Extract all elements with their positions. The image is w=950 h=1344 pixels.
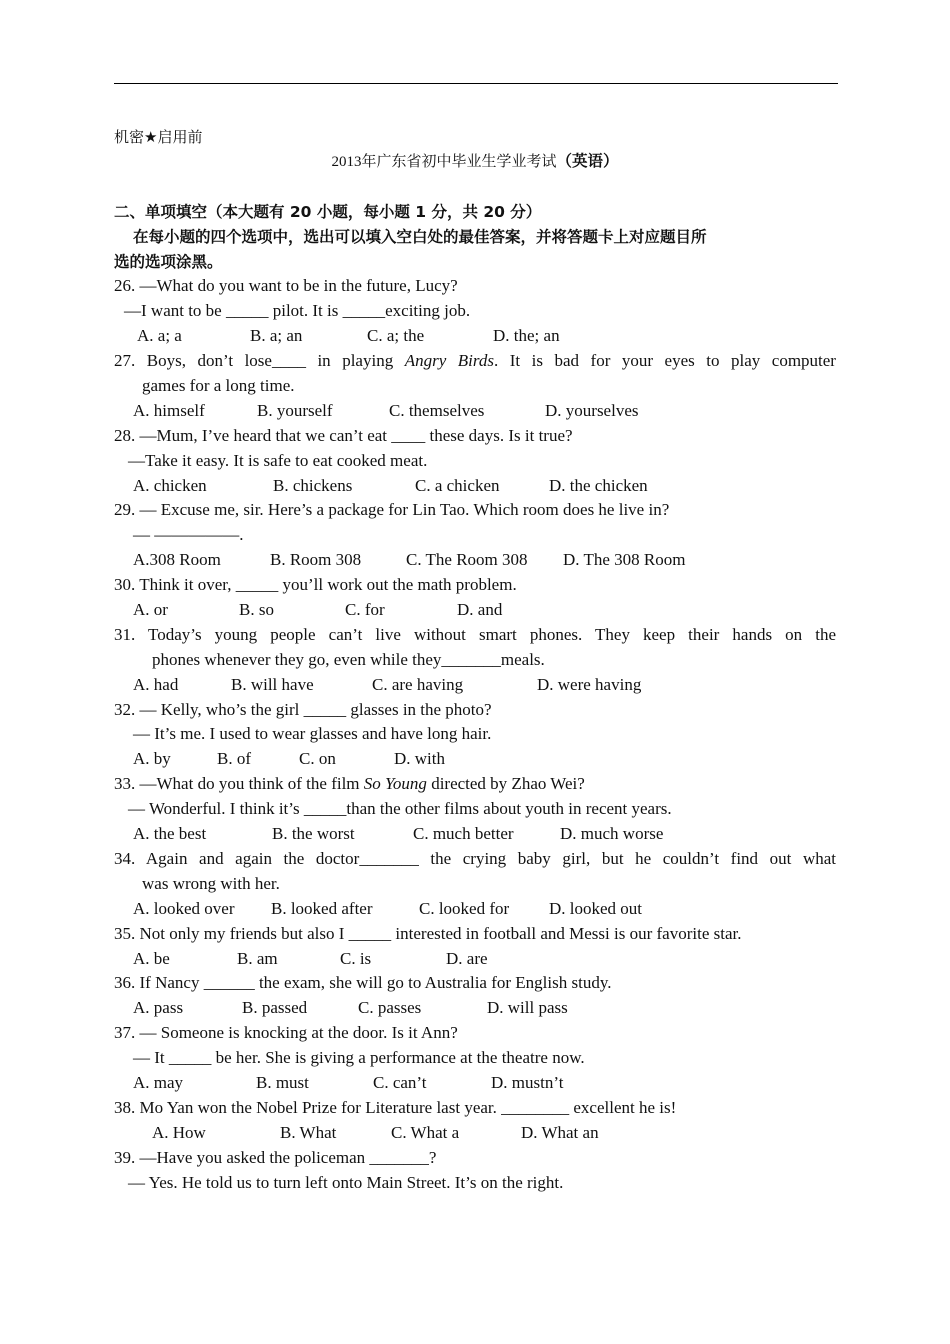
secret-label: 机密★启用前 <box>114 128 203 146</box>
q37-option-c: C. can’t <box>373 1073 427 1092</box>
q39-response: — Yes. He told us to turn left onto Main Street. It’s on the right. <box>128 1173 564 1192</box>
q30-stem: 30. Think it over, _____ you’ll work out the math problem. <box>114 575 517 594</box>
q26-response: —I want to be _____ pilot. It is _____exciting job. <box>124 301 471 320</box>
q39-stem: 39. —Have you asked the policeman _______? <box>114 1148 437 1167</box>
q33-stem-post: directed by Zhao Wei? <box>426 774 585 793</box>
q28-stem: 28. —Mum, I’ve heard that we can’t eat ____ these days. Is it true? <box>114 426 573 445</box>
q38-option-d: D. What an <box>521 1123 599 1142</box>
q31-stem: 31. Today’s young people can’t live without smart phones. They keep their hands on the <box>114 625 836 644</box>
q26-option-b: B. a; an <box>250 326 303 345</box>
title-main: 2013年广东省初中毕业生学业考试 <box>331 154 557 170</box>
q35-option-c: C. is <box>340 949 372 968</box>
q32-option-d: D. with <box>394 749 445 768</box>
q36-option-a: A. pass <box>133 998 184 1017</box>
q35-option-b: B. am <box>237 949 278 968</box>
q29-option-d: D. The 308 Room <box>563 550 686 569</box>
q27-option-d: D. yourselves <box>545 401 639 420</box>
q34-stem: 34. Again and again the doctor_______ the crying baby girl, but he couldn’t find out what <box>114 849 836 868</box>
page-title <box>0 149 950 174</box>
q31-option-a: A. had <box>133 675 179 694</box>
q34-option-c: C. looked for <box>419 899 510 918</box>
q26-option-a: A. a; a <box>137 326 182 345</box>
q31-option-b: B. will have <box>231 675 314 694</box>
q34-option-d: D. looked out <box>549 899 643 918</box>
q32-option-b: B. of <box>217 749 251 768</box>
q27-stem <box>114 349 836 373</box>
q35-option-a: A. be <box>133 949 170 968</box>
q28-option-b: B. chickens <box>273 476 353 495</box>
section-instruction-2: 选的选项涂黑。 <box>114 253 223 271</box>
q30-option-c: C. for <box>345 600 385 619</box>
q27-stem-cont: games for a long time. <box>142 376 295 395</box>
q28-response: —Take it easy. It is safe to eat cooked meat. <box>128 451 428 470</box>
top-rule <box>114 83 838 84</box>
q27-stem-title: Angry Birds <box>404 351 494 370</box>
q28-option-c: C. a chicken <box>415 476 500 495</box>
q32-stem: 32. — Kelly, who’s the girl _____ glasses in the photo? <box>114 700 492 719</box>
q29-option-b: B. Room 308 <box>270 550 362 569</box>
q38-stem: 38. Mo Yan won the Nobel Prize for Literature last year. ________ excellent he is! <box>114 1098 677 1117</box>
q36-option-d: D. will pass <box>487 998 568 1017</box>
q37-option-b: B. must <box>256 1073 309 1092</box>
q35-stem: 35. Not only my friends but also I _____ interested in football and Messi is our favorite star. <box>114 924 742 943</box>
q35-option-d: D. are <box>446 949 488 968</box>
q36-option-b: B. passed <box>242 998 308 1017</box>
section-instruction-1: 在每小题的四个选项中，选出可以填入空白处的最佳答案，并将答题卡上对应题目所 <box>133 228 707 246</box>
q38-option-c: C. What a <box>391 1123 460 1142</box>
q28-option-d: D. the chicken <box>549 476 648 495</box>
q26-option-c: C. a; the <box>367 326 425 345</box>
q37-option-d: D. mustn’t <box>491 1073 564 1092</box>
q33-stem-title: So Young <box>363 774 427 793</box>
q37-response: — It _____ be her. She is giving a performance at the theatre now. <box>133 1048 585 1067</box>
q26-stem: 26. —What do you want to be in the future, Lucy? <box>114 276 458 295</box>
q37-option-a: A. may <box>133 1073 184 1092</box>
q33-option-c: C. much better <box>413 824 514 843</box>
q30-option-b: B. so <box>239 600 274 619</box>
q31-stem-cont: phones whenever they go, even while they_______meals. <box>152 650 545 669</box>
section-heading: 二、单项填空（本大题有 20 小题，每小题 1 分，共 20 分） <box>114 203 542 221</box>
q34-option-a: A. looked over <box>133 899 235 918</box>
q33-response: — Wonderful. I think it’s _____than the other films about youth in recent years. <box>128 799 672 818</box>
q33-stem-pre: 33. —What do you think of the film <box>114 774 364 793</box>
q31-option-d: D. were having <box>537 675 642 694</box>
q27-option-c: C. themselves <box>389 401 485 420</box>
q28-option-a: A. chicken <box>133 476 207 495</box>
q38-option-b: B. What <box>280 1123 337 1142</box>
q27-stem-pre: 27. Boys, don’t lose____ in playing <box>114 351 405 370</box>
q30-option-d: D. and <box>457 600 503 619</box>
q29-stem: 29. — Excuse me, sir. Here’s a package for Lin Tao. Which room does he live in? <box>114 500 670 519</box>
q32-option-a: A. by <box>133 749 171 768</box>
q36-option-c: C. passes <box>358 998 422 1017</box>
q27-stem-post: . It is bad for your eyes to play computer <box>493 351 836 370</box>
title-subject: （英语） <box>556 152 619 170</box>
q33-option-d: D. much worse <box>560 824 664 843</box>
q29-response: — —————. <box>133 525 244 544</box>
q34-stem-cont: was wrong with her. <box>142 874 280 893</box>
q36-stem: 36. If Nancy ______ the exam, she will go to Australia for English study. <box>114 973 612 992</box>
q32-option-c: C. on <box>299 749 336 768</box>
q29-option-c: C. The Room 308 <box>406 550 528 569</box>
q38-option-a: A. How <box>152 1123 206 1142</box>
q33-option-b: B. the worst <box>272 824 355 843</box>
q32-response: — It’s me. I used to wear glasses and have long hair. <box>133 724 492 743</box>
q26-option-d: D. the; an <box>493 326 560 345</box>
q29-option-a: A.308 Room <box>133 550 221 569</box>
q33-stem <box>114 772 585 796</box>
q33-option-a: A. the best <box>133 824 207 843</box>
q27-option-a: A. himself <box>133 401 205 420</box>
q31-option-c: C. are having <box>372 675 464 694</box>
q37-stem: 37. — Someone is knocking at the door. Is it Ann? <box>114 1023 458 1042</box>
q27-option-b: B. yourself <box>257 401 333 420</box>
q30-option-a: A. or <box>133 600 168 619</box>
q34-option-b: B. looked after <box>271 899 373 918</box>
